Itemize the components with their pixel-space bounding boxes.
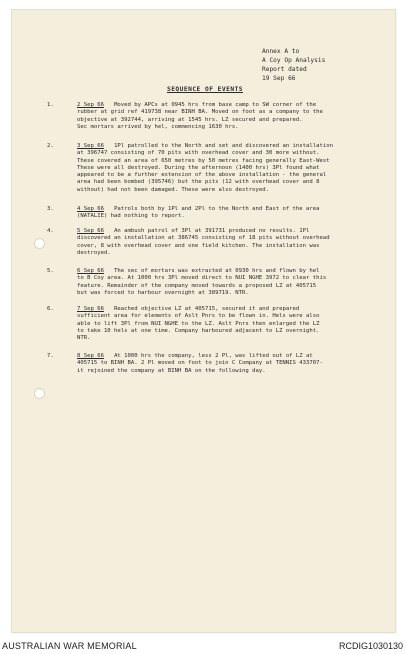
item-text: at 396747 consisting of 70 pits with overhead cover and 30 more without. [77, 150, 320, 157]
annex-line: A Coy Op Analysis [262, 57, 326, 64]
item-date: 2 Sep 66 [77, 102, 104, 108]
item-text: appeared to be a further extension of the above installation - the general [77, 172, 327, 179]
item-number: 2. [47, 143, 54, 149]
item-date: 3 Sep 66 [77, 143, 104, 149]
annex-line: Annex A to [262, 48, 300, 55]
item-date: 7 Sep 66 [77, 306, 104, 312]
item-text: Patrols both by 1Pl and 2Pl to the North and East of the area [114, 206, 320, 212]
item-text: sufficient area for elements of Aslt Pnrs to be flown in. Hels were also [77, 313, 320, 320]
item-body [77, 143, 367, 194]
archive-footer [0, 634, 407, 654]
item-text: An ambush patrol of 3Pl at 391731 produced no results. 1Pl [114, 228, 310, 234]
annex-line: Report dated [262, 66, 307, 73]
item-date: 5 Sep 66 [77, 228, 104, 234]
item-text: but was forced to harbour overnight at 389719. NTR. [77, 289, 249, 296]
item-number: 3. [47, 206, 54, 212]
item-text: At 1000 hrs the company, less 2 Pl, was lifted out of LZ at [114, 353, 313, 359]
punch-hole [34, 388, 45, 399]
document-heading: SEQUENCE OF EVENTS [166, 86, 244, 93]
item-text: 1Pl patrolled to the North and set and discovered an installation [114, 143, 333, 149]
item-number: 5. [47, 268, 54, 274]
item-text: NTR. [77, 335, 91, 342]
punch-hole [34, 238, 45, 249]
item-text: to B Coy area. At 1000 hrs 3Pl moved direct to NUI NGHE 3972 to clear this [77, 275, 327, 282]
item-body [77, 228, 367, 257]
item-text: to take 10 hels at one time. Company harboured adjacent to LZ overnight. [77, 327, 320, 334]
item-body [77, 206, 367, 221]
item-text: (NATALIE) had nothing to report. [77, 213, 185, 220]
item-text: it rejoined the company at BINH BA on the following day. [77, 367, 266, 374]
archive-name: AUSTRALIAN WAR MEMORIAL [2, 641, 137, 651]
item-text: Reached objective LZ at 405715, secured it and prepared [114, 306, 300, 312]
item-body [77, 268, 367, 297]
item-text: Moved by APCs at 0945 hrs from base camp to SW corner of the [114, 102, 317, 108]
item-date: 8 Sep 66 [77, 353, 104, 359]
item-text: Sec mortars arrived by hel, commencing 1630 hrs. [77, 123, 239, 130]
item-text: feature. Remainder of the company moved towards a proposed LZ at 405715 [77, 282, 317, 289]
item-body [77, 306, 367, 342]
item-number: 4. [47, 228, 54, 234]
item-text: These covered an area of 650 metres by 50 metres facing generally East-West [77, 157, 330, 164]
item-text: rubber at grid ref 419738 near BINH BA. Moved on foot as a company to the [77, 109, 323, 116]
item-text: discovered an installation at 386745 consisting of 18 pits without overhead [77, 235, 330, 242]
item-body [77, 102, 367, 131]
item-text: The sec of mortars was extracted at 0930 hrs and flown by hel [114, 268, 320, 274]
item-date: 6 Sep 66 [77, 268, 104, 274]
annex-line: 19 Sep 66 [262, 75, 296, 82]
item-date: 4 Sep 66 [77, 206, 104, 212]
item-text: cover, 8 with overhead cover and one field kitchen. The installation was [77, 242, 320, 249]
item-text: without) had not been damaged. These were also destroyed. [77, 186, 269, 193]
item-number: 6. [47, 306, 54, 312]
item-text: objective at 392744, arriving at 1545 hrs. LZ secured and prepared. [77, 116, 303, 123]
item-text: These were all destroyed. During the afternoon (1400 hrs) 3Pl found what [77, 164, 320, 171]
item-number: 1. [47, 102, 54, 108]
item-text: able to lift 3Pl from NUI NGHE to the LZ. Aslt Pnrs then enlarged the LZ [77, 320, 320, 327]
item-text: destroyed. [77, 249, 111, 256]
item-text: area had been bombed (395746) but the pits (12 with overhead cover and 8 [77, 179, 320, 186]
item-body [77, 353, 367, 375]
item-text: 405715 to BINH BA. 2 Pl moved on foot to join C Company at TENNIS 433707- [77, 360, 323, 367]
annex-reference [262, 47, 325, 83]
item-number: 7. [47, 353, 54, 359]
record-id: RCDIG1030130 [338, 641, 403, 651]
